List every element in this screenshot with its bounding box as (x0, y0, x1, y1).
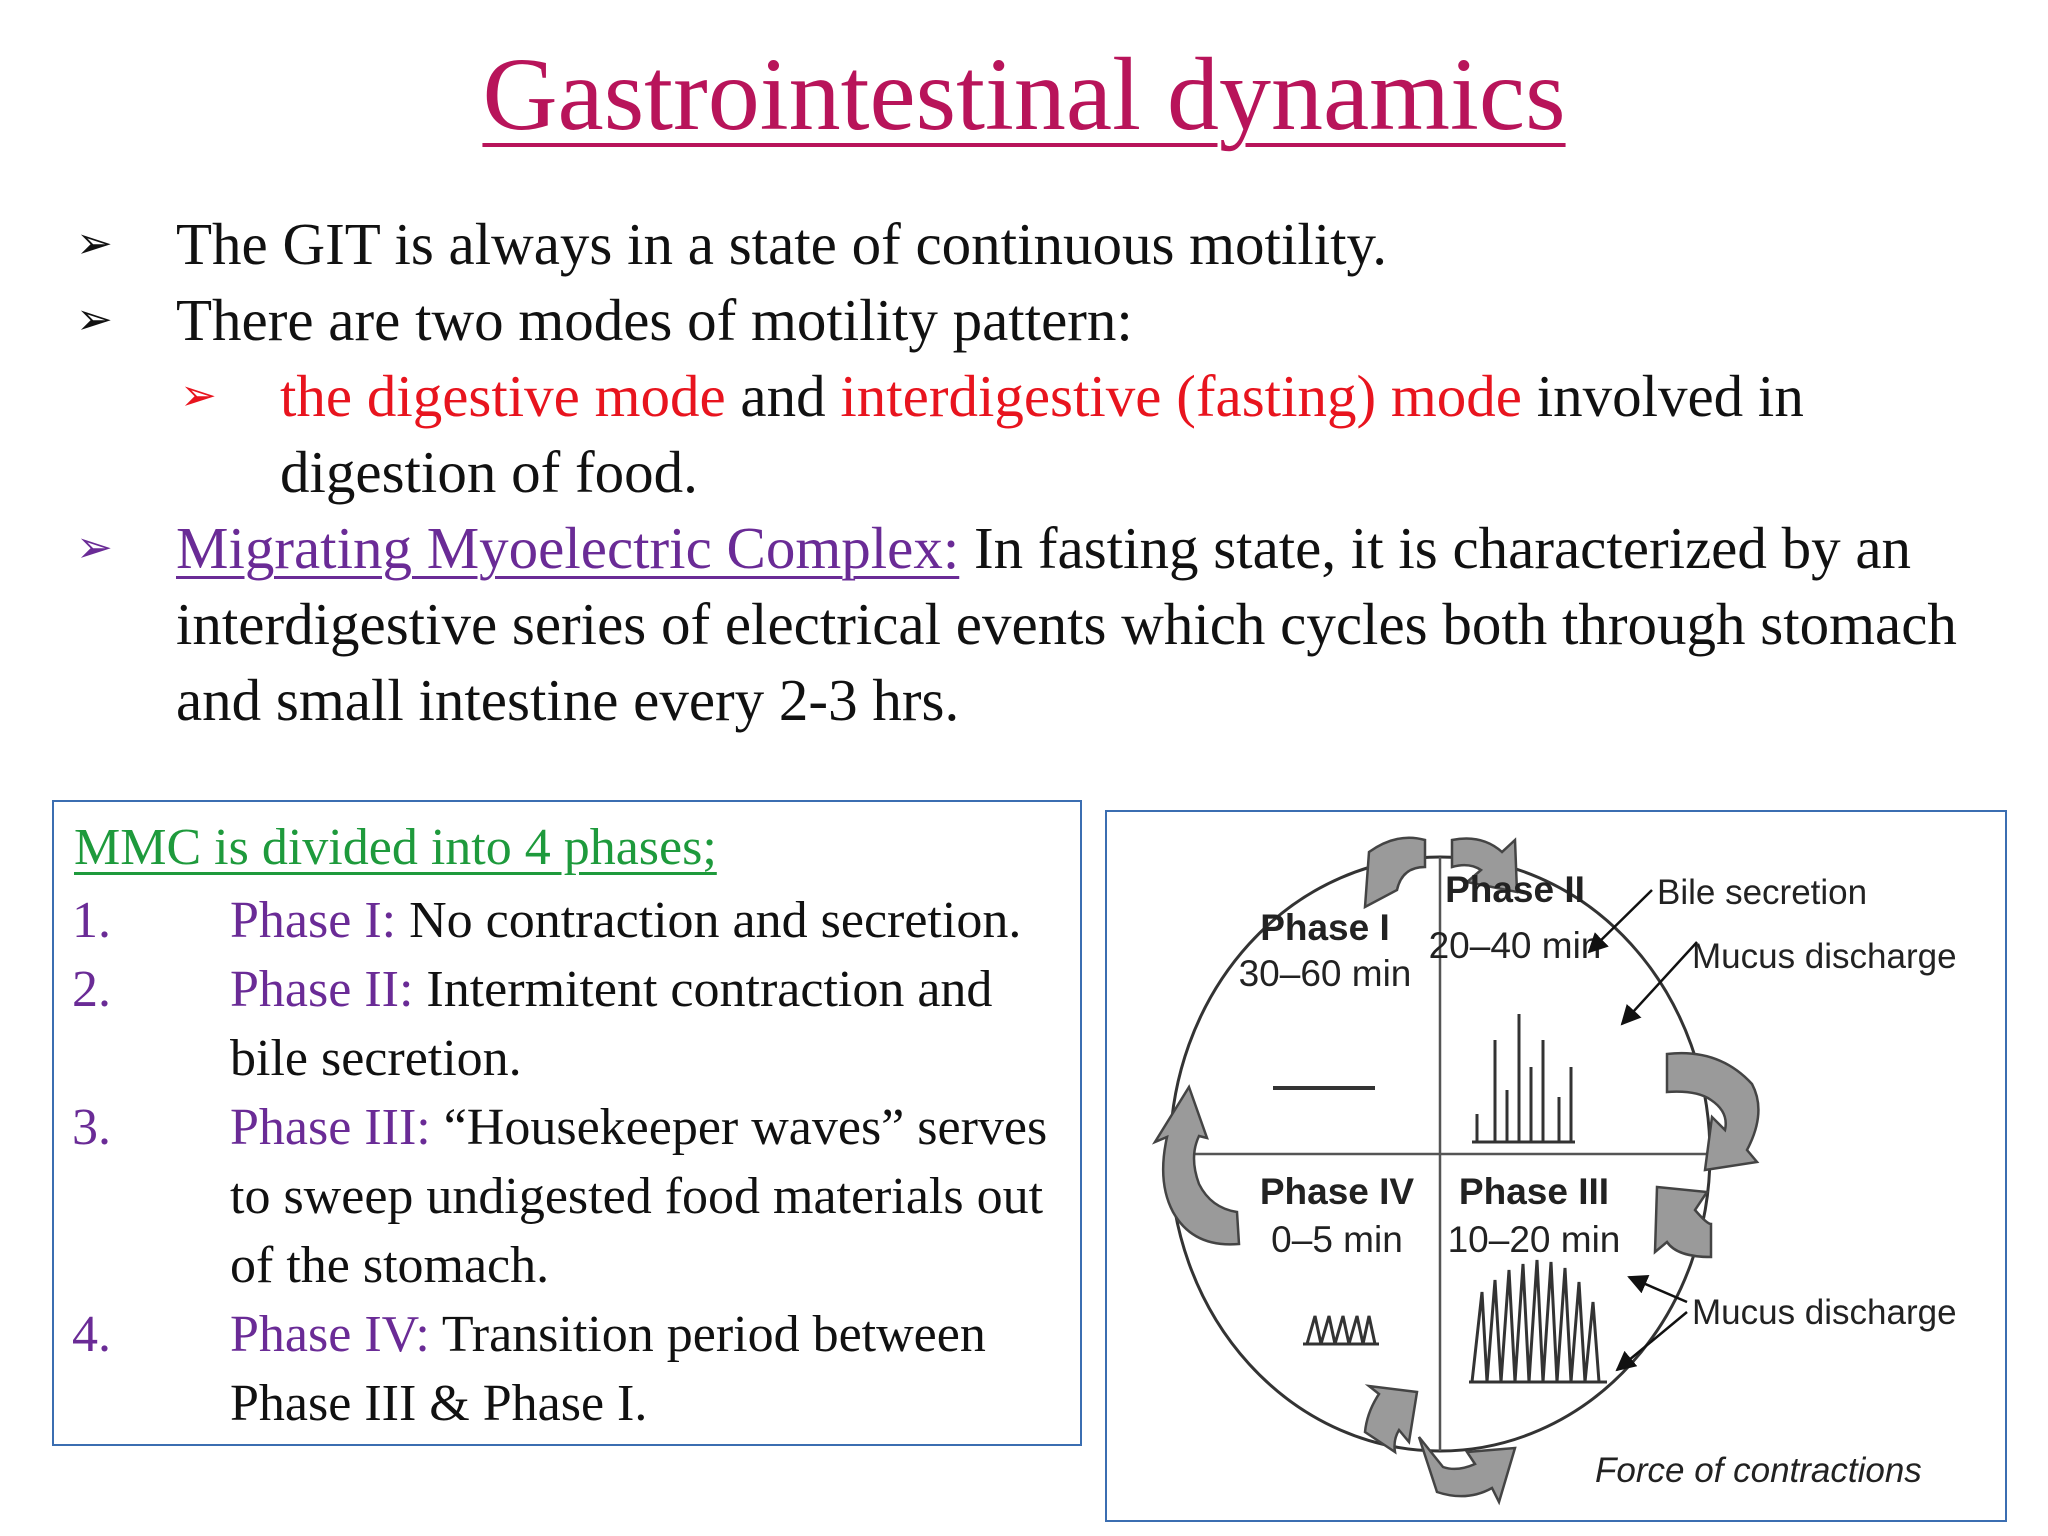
phase-number: 1. (72, 892, 111, 949)
phase2-spike-trace (1472, 1014, 1575, 1142)
bullet-text: The GIT is always in a state of continuous motility. (176, 211, 1387, 277)
phase4-duration: 0–5 min (1271, 1219, 1403, 1260)
phase-item (72, 955, 1072, 1093)
mucus-bottom-pointer-arrow-icon (1629, 1277, 1687, 1302)
arrowhead-bullet-icon: ➢ (76, 218, 113, 269)
phase1-label: Phase I (1260, 907, 1390, 948)
cycle-arrow-icon (1365, 838, 1425, 907)
cycle-arrow-icon (1667, 1053, 1758, 1170)
phase-item (72, 1093, 1072, 1300)
bullet-item (64, 510, 1994, 738)
phase-number: 4. (72, 1306, 111, 1363)
arrowhead-bullet-icon: ➢ (76, 294, 113, 345)
mmc-cycle-diagram-box (1105, 810, 2007, 1522)
bullet-item (64, 282, 1994, 358)
phase4-spike-trace (1303, 1316, 1379, 1344)
arrowhead-bullet-icon: ➢ (76, 522, 113, 573)
phase-name: Phase I: (230, 892, 397, 949)
interdigestive-mode-term: interdigestive (fasting) mode (840, 363, 1522, 429)
mucus-discharge-top-label: Mucus discharge (1692, 937, 1957, 976)
bullet-text: There are two modes of motility pattern: (176, 287, 1133, 353)
phase-number: 3. (72, 1099, 111, 1156)
phase-name: Phase IV: (230, 1306, 430, 1363)
phase-desc: “Housekeeper waves” serves to sweep undigested food materials out of the stomach. (230, 1099, 1048, 1294)
bullet-item (64, 206, 1994, 282)
mmc-phases-box (52, 800, 1082, 1446)
force-pointer-arrow-icon (1617, 1312, 1687, 1370)
bile-pointer-arrow-icon (1589, 890, 1652, 952)
sub-bullet-item (64, 358, 1994, 510)
bullet-list (64, 206, 1994, 738)
sub-bullet-text: involved in digestion of food. (280, 363, 1804, 505)
phase1-duration: 30–60 min (1238, 953, 1412, 994)
phase3-label: Phase III (1458, 1171, 1610, 1212)
phase2-label: Phase II (1445, 869, 1585, 910)
phase-desc: No contraction and secretion. (396, 892, 1022, 949)
mmc-term: Migrating Myoelectric Complex: (176, 515, 960, 581)
digestive-mode-term: the digestive mode (280, 363, 726, 429)
phase-list (72, 886, 1072, 1438)
mmc-cycle-diagram (1107, 812, 2005, 1520)
phase2-duration: 20–40 min (1428, 925, 1602, 966)
phase-name: Phase III: (230, 1099, 431, 1156)
phase3-spike-trace (1469, 1260, 1607, 1382)
phase-desc: Transition period between Phase III & Phase I. (230, 1306, 986, 1432)
force-of-contractions-label: Force of contractions (1595, 1451, 1922, 1490)
cycle-arrow-icon (1655, 1187, 1711, 1257)
conjunction-text: and (725, 363, 841, 429)
phase4-label: Phase IV (1259, 1171, 1415, 1212)
bullet-text: In fasting state, it is characterized by an interdigestive series of electrical events which cycles both through stomach and small intestine every 2-3 hrs. (176, 515, 1957, 733)
phase-name: Phase II: (230, 961, 414, 1018)
arrowhead-bullet-icon: ➢ (180, 370, 217, 421)
phase3-duration: 10–20 min (1447, 1219, 1621, 1260)
cycle-arrow-icon (1155, 1087, 1239, 1244)
phase-number: 2. (72, 961, 111, 1018)
phase-desc: Intermitent contraction and bile secretion. (230, 961, 993, 1087)
phase-item (72, 886, 1072, 955)
mmc-box-heading: MMC is divided into 4 phases; (74, 819, 717, 876)
slide-title: Gastrointestinal dynamics (482, 37, 1566, 152)
bile-secretion-label: Bile secretion (1657, 873, 1868, 912)
mucus-discharge-bottom-label: Mucus discharge (1692, 1293, 1957, 1332)
mucus-top-pointer-arrow-icon (1622, 942, 1697, 1024)
cycle-arrow-icon (1419, 1437, 1515, 1502)
phase-item (72, 1300, 1072, 1438)
